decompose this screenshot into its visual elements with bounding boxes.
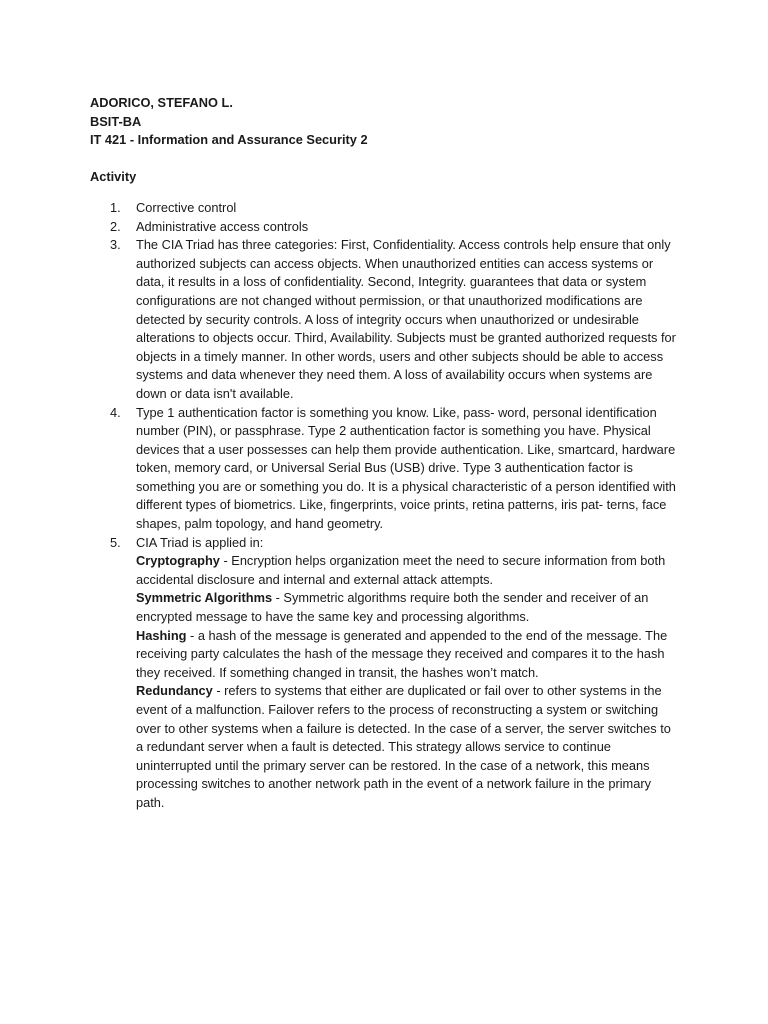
redundancy-paragraph — [136, 682, 680, 812]
cryptography-paragraph — [136, 552, 680, 589]
section-title: Activity — [90, 169, 137, 185]
item-intro: CIA Triad is applied in: — [136, 534, 264, 550]
subsection-text: - Encryption helps organization meet the need to secure information from both accidental disclosure and internal and external attack attempts. — [136, 553, 666, 587]
subsection-text: - Symmetric algorithms require both the sender and receiver of an encrypted message to have the same key and processing algorithms. — [136, 590, 649, 625]
subsection-text: - refers to systems that either are duplicated or fail over to other systems in the event of a malfunction. Failover refers to the process of reconstructing a system or switching over to other systems when a failure is detected. In the case of a server, the server switches to a redundant server when a fault is detected. This strategy allows service to continue uninterrupted until the primary server can be restored. In the case of a network, this means processing switches to another network path in the event of a network failure in the primary path. — [136, 683, 671, 810]
list-item — [90, 236, 680, 403]
course-title: IT 421 - Information and Assurance Security 2 — [90, 132, 368, 148]
item-number: 4. — [110, 404, 121, 420]
item-number: 1. — [110, 199, 121, 215]
subsection-term: Redundancy — [136, 683, 213, 699]
item-text: Type 1 authentication factor is something you know. Like, pass- word, personal identification number (PIN), or passphrase. Type 2 authentication factor is something you have. Physical devices that a user possesses can help them provide authentication. Like, smartcard, hardware token, memory card, or Universal Serial Bus (USB) drive. Type 3 authentication factor is something you are or something you do. It is a physical characteristic of a person identified with different types of biometrics. Like, fingerprints, voice prints, retina patterns, iris pat- terns, face shapes, palm topology, and hand geometry. — [136, 404, 676, 532]
subsection-term: Symmetric Algorithms — [136, 590, 273, 606]
item-number: 2. — [110, 218, 121, 234]
list-item — [90, 534, 680, 813]
symmetric-algorithms-paragraph — [136, 589, 680, 626]
document-body — [90, 94, 680, 813]
item-number: 3. — [110, 237, 121, 253]
list-item — [90, 218, 680, 237]
item-text: Administrative access controls — [136, 218, 309, 234]
hashing-paragraph — [136, 627, 680, 683]
item-number: 5. — [110, 534, 121, 550]
program-name: BSIT-BA — [90, 113, 142, 129]
subsection-term: Hashing — [136, 627, 187, 643]
list-item — [90, 199, 680, 218]
item-text: The CIA Triad has three categories: First, Confidentiality. Access controls help ensure that only authorized subjects can access objects. When unauthorized entities can access systems or data, it results in a loss of confidentiality. Second, Integrity. guarantees that data or system configurations are not changed without permission, or that unauthorized modifications are detected by security controls. A loss of integrity occurs when unauthorized or undesirable alterations to objects occur. Third, Availability. Subjects must be granted authorized requests for objects in a timely manner. In other words, users and other subjects should be able to access systems and data whenever they need them. A loss of availability occurs when systems are down or data isn't available. — [136, 237, 676, 401]
activity-list — [90, 199, 680, 813]
item-text: Corrective control — [136, 199, 237, 215]
subsection-term: Cryptography — [136, 553, 220, 569]
subsection-text: - a hash of the message is generated and appended to the end of the message. The receiving party calculates the hash of the message they received and compares it to the hash they received. If something changed in transit, the hashes won’t match. — [136, 627, 668, 680]
student-name: ADORICO, STEFANO L. — [90, 95, 233, 110]
list-item — [90, 404, 680, 534]
